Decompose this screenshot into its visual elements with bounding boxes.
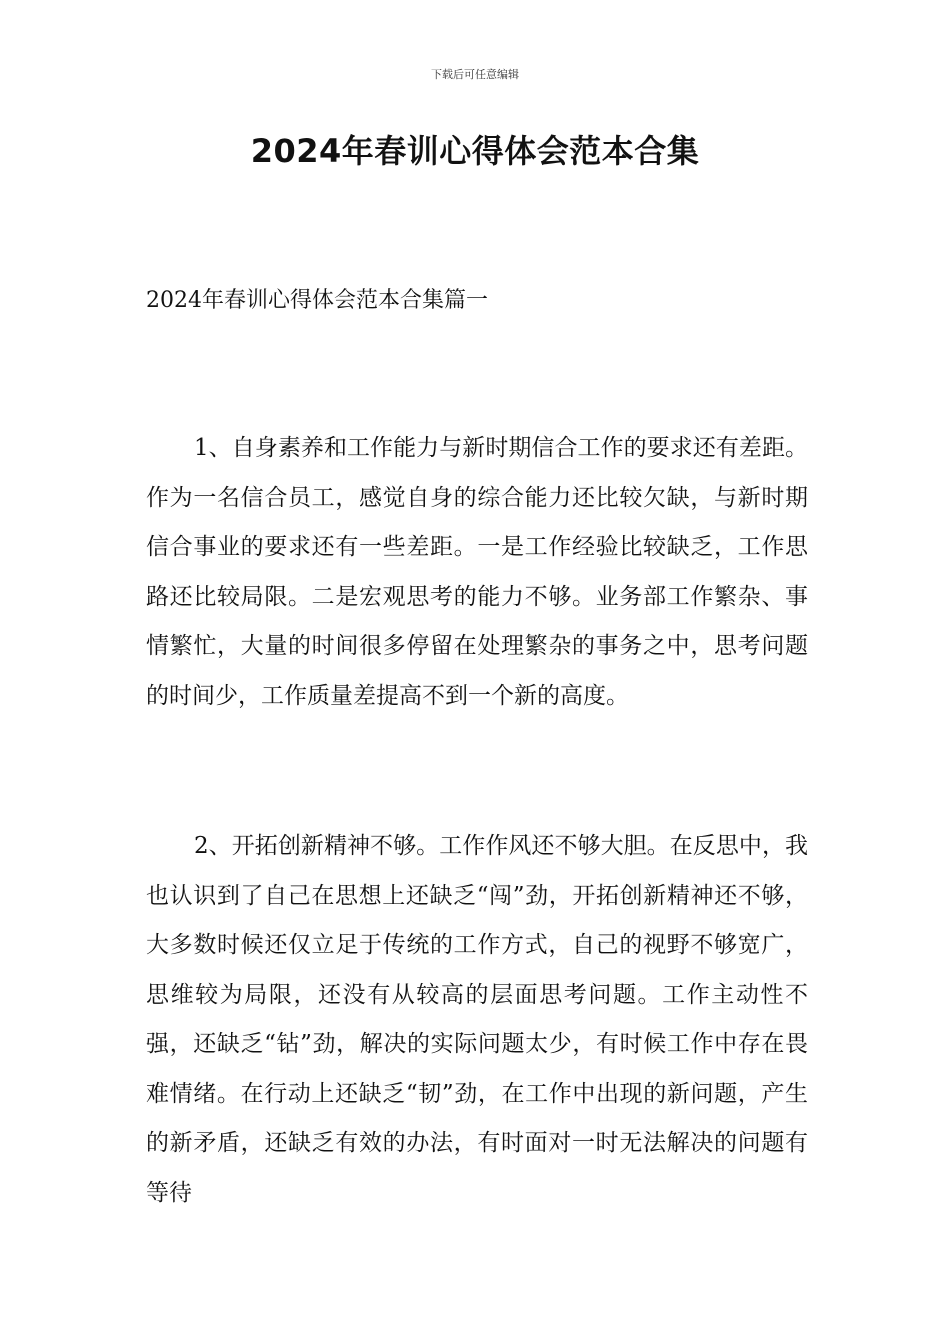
document-title: 2024年春训心得体会范本合集 bbox=[250, 132, 700, 170]
section-title: 2024年春训心得体会范本合集篇一 bbox=[146, 288, 488, 313]
header-note: 下载后可任意编辑 bbox=[431, 68, 519, 81]
paragraph-2: 2、开拓创新精神不够。工作作风还不够大胆。在反思中，我也认识到了自己在思想上还缺乏“闯”劲，开拓创新精神还不够，大多数时候还仅立足于传统的工作方式，自己的视野不够宽广，思维较为局限，还没有从较高的层面思考问题。工作主动性不强，还缺乏“钻”劲，解决的实际问题太少，有时候工作中存在畏难情绪。在行动上还缺乏“韧”劲，在工作中出现的新问题，产生的新矛盾，还缺乏有效的办法，有时面对一时无法解决的问题有等待 bbox=[146, 833, 808, 1206]
paragraph-1: 1、自身素养和工作能力与新时期信合工作的要求还有差距。作为一名信合员工，感觉自身的综合能力还比较欠缺，与新时期信合事业的要求还有一些差距。一是工作经验比较缺乏，工作思路还比较局限。二是宏观思考的能力不够。业务部工作繁杂、事情繁忙，大量的时间很多停留在处理繁杂的事务之中，思考问题的时间少，工作质量差提高不到一个新的高度。 bbox=[146, 435, 808, 709]
